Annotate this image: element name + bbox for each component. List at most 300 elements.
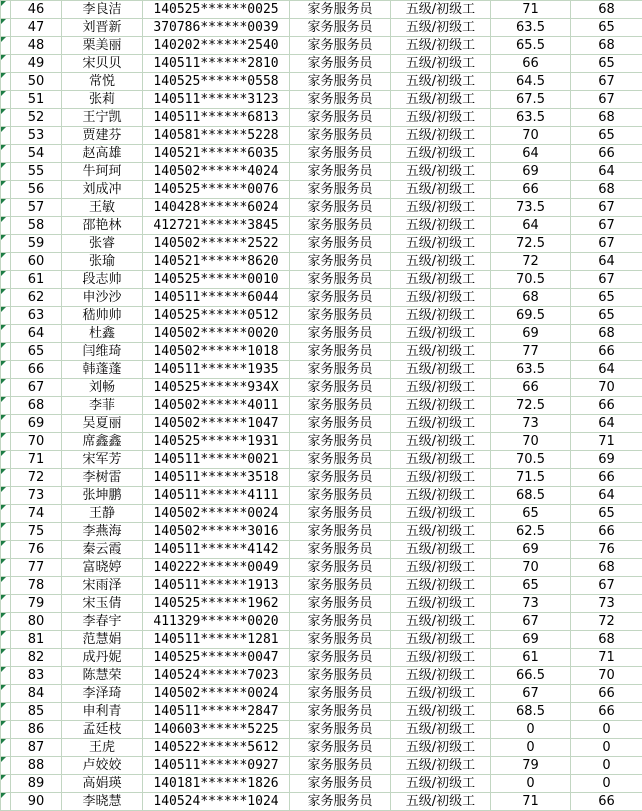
occupation-cell[interactable]: 家务服务员 <box>290 163 391 181</box>
level-cell[interactable]: 五级/初级工 <box>391 37 491 55</box>
score2-cell[interactable]: 66 <box>571 793 642 811</box>
name-cell[interactable]: 韩蓬蓬 <box>62 361 143 379</box>
level-cell[interactable]: 五级/初级工 <box>391 199 491 217</box>
name-cell[interactable]: 张坤鹏 <box>62 487 143 505</box>
row-number-cell[interactable]: 67 <box>11 379 62 397</box>
row-number-cell[interactable]: 49 <box>11 55 62 73</box>
flag-cell[interactable] <box>1 703 11 721</box>
occupation-cell[interactable]: 家务服务员 <box>290 361 391 379</box>
flag-cell[interactable] <box>1 235 11 253</box>
level-cell[interactable]: 五级/初级工 <box>391 739 491 757</box>
row-number-cell[interactable]: 84 <box>11 685 62 703</box>
score2-cell[interactable]: 65 <box>571 55 642 73</box>
score1-cell[interactable]: 66 <box>491 181 571 199</box>
level-cell[interactable]: 五级/初级工 <box>391 325 491 343</box>
id-number-cell[interactable]: 140525******0047 <box>143 649 290 667</box>
flag-cell[interactable] <box>1 595 11 613</box>
level-cell[interactable]: 五级/初级工 <box>391 649 491 667</box>
occupation-cell[interactable]: 家务服务员 <box>290 757 391 775</box>
flag-cell[interactable] <box>1 109 11 127</box>
score2-cell[interactable]: 66 <box>571 343 642 361</box>
score1-cell[interactable]: 63.5 <box>491 109 571 127</box>
score1-cell[interactable]: 65 <box>491 505 571 523</box>
id-number-cell[interactable]: 140524******1024 <box>143 793 290 811</box>
id-number-cell[interactable]: 140511******2847 <box>143 703 290 721</box>
id-number-cell[interactable]: 140502******1018 <box>143 343 290 361</box>
score2-cell[interactable]: 64 <box>571 487 642 505</box>
occupation-cell[interactable]: 家务服务员 <box>290 235 391 253</box>
score1-cell[interactable]: 65 <box>491 577 571 595</box>
id-number-cell[interactable]: 140525******1962 <box>143 595 290 613</box>
flag-cell[interactable] <box>1 253 11 271</box>
score1-cell[interactable]: 69 <box>491 631 571 649</box>
score1-cell[interactable]: 0 <box>491 739 571 757</box>
flag-cell[interactable] <box>1 55 11 73</box>
id-number-cell[interactable]: 140502******2522 <box>143 235 290 253</box>
score1-cell[interactable]: 67 <box>491 613 571 631</box>
row-number-cell[interactable]: 72 <box>11 469 62 487</box>
score1-cell[interactable]: 67.5 <box>491 91 571 109</box>
level-cell[interactable]: 五级/初级工 <box>391 541 491 559</box>
level-cell[interactable]: 五级/初级工 <box>391 55 491 73</box>
flag-cell[interactable] <box>1 19 11 37</box>
id-number-cell[interactable]: 140511******3518 <box>143 469 290 487</box>
flag-cell[interactable] <box>1 73 11 91</box>
id-number-cell[interactable]: 140502******0020 <box>143 325 290 343</box>
flag-cell[interactable] <box>1 307 11 325</box>
name-cell[interactable]: 贾建芬 <box>62 127 143 145</box>
id-number-cell[interactable]: 140525******934X <box>143 379 290 397</box>
name-cell[interactable]: 李晓慧 <box>62 793 143 811</box>
id-number-cell[interactable]: 140502******0024 <box>143 685 290 703</box>
name-cell[interactable]: 牛珂珂 <box>62 163 143 181</box>
flag-cell[interactable] <box>1 397 11 415</box>
flag-cell[interactable] <box>1 343 11 361</box>
occupation-cell[interactable]: 家务服务员 <box>290 325 391 343</box>
flag-cell[interactable] <box>1 613 11 631</box>
score2-cell[interactable]: 65 <box>571 127 642 145</box>
occupation-cell[interactable]: 家务服务员 <box>290 505 391 523</box>
score2-cell[interactable]: 69 <box>571 451 642 469</box>
score1-cell[interactable]: 71 <box>491 1 571 19</box>
id-number-cell[interactable]: 140525******1931 <box>143 433 290 451</box>
occupation-cell[interactable]: 家务服务员 <box>290 55 391 73</box>
row-number-cell[interactable]: 85 <box>11 703 62 721</box>
occupation-cell[interactable]: 家务服务员 <box>290 343 391 361</box>
name-cell[interactable]: 王敏 <box>62 199 143 217</box>
row-number-cell[interactable]: 58 <box>11 217 62 235</box>
score1-cell[interactable]: 69.5 <box>491 307 571 325</box>
name-cell[interactable]: 秦云霞 <box>62 541 143 559</box>
score1-cell[interactable]: 66 <box>491 55 571 73</box>
name-cell[interactable]: 宋雨泽 <box>62 577 143 595</box>
name-cell[interactable]: 李春宇 <box>62 613 143 631</box>
score2-cell[interactable]: 65 <box>571 289 642 307</box>
flag-cell[interactable] <box>1 505 11 523</box>
score1-cell[interactable]: 71 <box>491 793 571 811</box>
id-number-cell[interactable]: 411329******0020 <box>143 613 290 631</box>
row-number-cell[interactable]: 47 <box>11 19 62 37</box>
row-number-cell[interactable]: 70 <box>11 433 62 451</box>
row-number-cell[interactable]: 63 <box>11 307 62 325</box>
id-number-cell[interactable]: 140181******1826 <box>143 775 290 793</box>
row-number-cell[interactable]: 82 <box>11 649 62 667</box>
occupation-cell[interactable]: 家务服务员 <box>290 145 391 163</box>
flag-cell[interactable] <box>1 793 11 811</box>
name-cell[interactable]: 嵇帅帅 <box>62 307 143 325</box>
row-number-cell[interactable]: 57 <box>11 199 62 217</box>
level-cell[interactable]: 五级/初级工 <box>391 289 491 307</box>
occupation-cell[interactable]: 家务服务员 <box>290 289 391 307</box>
name-cell[interactable]: 席鑫鑫 <box>62 433 143 451</box>
occupation-cell[interactable]: 家务服务员 <box>290 739 391 757</box>
level-cell[interactable]: 五级/初级工 <box>391 343 491 361</box>
flag-cell[interactable] <box>1 523 11 541</box>
flag-cell[interactable] <box>1 289 11 307</box>
row-number-cell[interactable]: 64 <box>11 325 62 343</box>
name-cell[interactable]: 宋军芳 <box>62 451 143 469</box>
score2-cell[interactable]: 67 <box>571 91 642 109</box>
row-number-cell[interactable]: 61 <box>11 271 62 289</box>
row-number-cell[interactable]: 48 <box>11 37 62 55</box>
score2-cell[interactable]: 64 <box>571 253 642 271</box>
id-number-cell[interactable]: 140525******0076 <box>143 181 290 199</box>
occupation-cell[interactable]: 家务服务员 <box>290 523 391 541</box>
name-cell[interactable]: 刘成冲 <box>62 181 143 199</box>
level-cell[interactable]: 五级/初级工 <box>391 613 491 631</box>
occupation-cell[interactable]: 家务服务员 <box>290 613 391 631</box>
occupation-cell[interactable]: 家务服务员 <box>290 667 391 685</box>
score1-cell[interactable]: 62.5 <box>491 523 571 541</box>
level-cell[interactable]: 五级/初级工 <box>391 19 491 37</box>
occupation-cell[interactable]: 家务服务员 <box>290 253 391 271</box>
id-number-cell[interactable]: 140511******6044 <box>143 289 290 307</box>
name-cell[interactable]: 陈慧荣 <box>62 667 143 685</box>
score1-cell[interactable]: 64 <box>491 217 571 235</box>
id-number-cell[interactable]: 140522******5612 <box>143 739 290 757</box>
occupation-cell[interactable]: 家务服务员 <box>290 91 391 109</box>
score2-cell[interactable]: 0 <box>571 739 642 757</box>
level-cell[interactable]: 五级/初级工 <box>391 163 491 181</box>
level-cell[interactable]: 五级/初级工 <box>391 379 491 397</box>
name-cell[interactable]: 王虎 <box>62 739 143 757</box>
score2-cell[interactable]: 66 <box>571 145 642 163</box>
level-cell[interactable]: 五级/初级工 <box>391 271 491 289</box>
name-cell[interactable]: 李良洁 <box>62 1 143 19</box>
flag-cell[interactable] <box>1 631 11 649</box>
name-cell[interactable]: 申沙沙 <box>62 289 143 307</box>
name-cell[interactable]: 李菲 <box>62 397 143 415</box>
score2-cell[interactable]: 68 <box>571 109 642 127</box>
row-number-cell[interactable]: 86 <box>11 721 62 739</box>
row-number-cell[interactable]: 90 <box>11 793 62 811</box>
score1-cell[interactable]: 70 <box>491 127 571 145</box>
occupation-cell[interactable]: 家务服务员 <box>290 1 391 19</box>
id-number-cell[interactable]: 140511******2810 <box>143 55 290 73</box>
level-cell[interactable]: 五级/初级工 <box>391 127 491 145</box>
score2-cell[interactable]: 65 <box>571 505 642 523</box>
id-number-cell[interactable]: 140511******6813 <box>143 109 290 127</box>
name-cell[interactable]: 邵艳林 <box>62 217 143 235</box>
score2-cell[interactable]: 68 <box>571 37 642 55</box>
score1-cell[interactable]: 0 <box>491 775 571 793</box>
id-number-cell[interactable]: 140511******1281 <box>143 631 290 649</box>
flag-cell[interactable] <box>1 775 11 793</box>
name-cell[interactable]: 吴夏丽 <box>62 415 143 433</box>
occupation-cell[interactable]: 家务服务员 <box>290 199 391 217</box>
level-cell[interactable]: 五级/初级工 <box>391 667 491 685</box>
score2-cell[interactable]: 68 <box>571 325 642 343</box>
occupation-cell[interactable]: 家务服务员 <box>290 487 391 505</box>
row-number-cell[interactable]: 81 <box>11 631 62 649</box>
flag-cell[interactable] <box>1 325 11 343</box>
row-number-cell[interactable]: 65 <box>11 343 62 361</box>
occupation-cell[interactable]: 家务服务员 <box>290 469 391 487</box>
name-cell[interactable]: 杜鑫 <box>62 325 143 343</box>
id-number-cell[interactable]: 140502******3016 <box>143 523 290 541</box>
score1-cell[interactable]: 0 <box>491 721 571 739</box>
occupation-cell[interactable]: 家务服务员 <box>290 433 391 451</box>
name-cell[interactable]: 申利青 <box>62 703 143 721</box>
score2-cell[interactable]: 66 <box>571 469 642 487</box>
occupation-cell[interactable]: 家务服务员 <box>290 19 391 37</box>
occupation-cell[interactable]: 家务服务员 <box>290 721 391 739</box>
score1-cell[interactable]: 71.5 <box>491 469 571 487</box>
row-number-cell[interactable]: 54 <box>11 145 62 163</box>
score2-cell[interactable]: 71 <box>571 433 642 451</box>
row-number-cell[interactable]: 87 <box>11 739 62 757</box>
score2-cell[interactable]: 67 <box>571 73 642 91</box>
score1-cell[interactable]: 66 <box>491 379 571 397</box>
level-cell[interactable]: 五级/初级工 <box>391 361 491 379</box>
score1-cell[interactable]: 70.5 <box>491 271 571 289</box>
score2-cell[interactable]: 64 <box>571 163 642 181</box>
occupation-cell[interactable]: 家务服务员 <box>290 451 391 469</box>
score1-cell[interactable]: 77 <box>491 343 571 361</box>
flag-cell[interactable] <box>1 721 11 739</box>
row-number-cell[interactable]: 46 <box>11 1 62 19</box>
occupation-cell[interactable]: 家务服务员 <box>290 577 391 595</box>
level-cell[interactable]: 五级/初级工 <box>391 721 491 739</box>
score1-cell[interactable]: 68 <box>491 289 571 307</box>
flag-cell[interactable] <box>1 1 11 19</box>
level-cell[interactable]: 五级/初级工 <box>391 559 491 577</box>
occupation-cell[interactable]: 家务服务员 <box>290 397 391 415</box>
occupation-cell[interactable]: 家务服务员 <box>290 73 391 91</box>
flag-cell[interactable] <box>1 379 11 397</box>
level-cell[interactable]: 五级/初级工 <box>391 775 491 793</box>
score1-cell[interactable]: 63.5 <box>491 361 571 379</box>
level-cell[interactable]: 五级/初级工 <box>391 757 491 775</box>
score2-cell[interactable]: 70 <box>571 379 642 397</box>
name-cell[interactable]: 王宁凯 <box>62 109 143 127</box>
score1-cell[interactable]: 70.5 <box>491 451 571 469</box>
flag-cell[interactable] <box>1 739 11 757</box>
score2-cell[interactable]: 68 <box>571 181 642 199</box>
score1-cell[interactable]: 61 <box>491 649 571 667</box>
level-cell[interactable]: 五级/初级工 <box>391 469 491 487</box>
id-number-cell[interactable]: 140521******6035 <box>143 145 290 163</box>
score2-cell[interactable]: 73 <box>571 595 642 613</box>
score2-cell[interactable]: 66 <box>571 523 642 541</box>
level-cell[interactable]: 五级/初级工 <box>391 1 491 19</box>
name-cell[interactable]: 赵高雄 <box>62 145 143 163</box>
row-number-cell[interactable]: 88 <box>11 757 62 775</box>
level-cell[interactable]: 五级/初级工 <box>391 217 491 235</box>
score2-cell[interactable]: 0 <box>571 721 642 739</box>
row-number-cell[interactable]: 76 <box>11 541 62 559</box>
score2-cell[interactable]: 67 <box>571 235 642 253</box>
occupation-cell[interactable]: 家务服务员 <box>290 649 391 667</box>
id-number-cell[interactable]: 140603******5225 <box>143 721 290 739</box>
level-cell[interactable]: 五级/初级工 <box>391 253 491 271</box>
occupation-cell[interactable]: 家务服务员 <box>290 703 391 721</box>
id-number-cell[interactable]: 140581******5228 <box>143 127 290 145</box>
level-cell[interactable]: 五级/初级工 <box>391 793 491 811</box>
score1-cell[interactable]: 69 <box>491 163 571 181</box>
row-number-cell[interactable]: 77 <box>11 559 62 577</box>
id-number-cell[interactable]: 140524******7023 <box>143 667 290 685</box>
id-number-cell[interactable]: 140511******1935 <box>143 361 290 379</box>
id-number-cell[interactable]: 140502******0024 <box>143 505 290 523</box>
score2-cell[interactable]: 67 <box>571 271 642 289</box>
row-number-cell[interactable]: 74 <box>11 505 62 523</box>
flag-cell[interactable] <box>1 127 11 145</box>
row-number-cell[interactable]: 52 <box>11 109 62 127</box>
score1-cell[interactable]: 64 <box>491 145 571 163</box>
flag-cell[interactable] <box>1 217 11 235</box>
score2-cell[interactable]: 68 <box>571 1 642 19</box>
occupation-cell[interactable]: 家务服务员 <box>290 307 391 325</box>
level-cell[interactable]: 五级/初级工 <box>391 487 491 505</box>
score2-cell[interactable]: 0 <box>571 757 642 775</box>
row-number-cell[interactable]: 73 <box>11 487 62 505</box>
score1-cell[interactable]: 68.5 <box>491 703 571 721</box>
score1-cell[interactable]: 73 <box>491 595 571 613</box>
name-cell[interactable]: 栗美丽 <box>62 37 143 55</box>
score2-cell[interactable]: 70 <box>571 667 642 685</box>
row-number-cell[interactable]: 78 <box>11 577 62 595</box>
score2-cell[interactable]: 71 <box>571 649 642 667</box>
row-number-cell[interactable]: 50 <box>11 73 62 91</box>
occupation-cell[interactable]: 家务服务员 <box>290 379 391 397</box>
name-cell[interactable]: 刘畅 <box>62 379 143 397</box>
flag-cell[interactable] <box>1 163 11 181</box>
row-number-cell[interactable]: 68 <box>11 397 62 415</box>
id-number-cell[interactable]: 140521******8620 <box>143 253 290 271</box>
score1-cell[interactable]: 68.5 <box>491 487 571 505</box>
flag-cell[interactable] <box>1 199 11 217</box>
level-cell[interactable]: 五级/初级工 <box>391 109 491 127</box>
occupation-cell[interactable]: 家务服务员 <box>290 775 391 793</box>
id-number-cell[interactable]: 140202******2540 <box>143 37 290 55</box>
flag-cell[interactable] <box>1 181 11 199</box>
score2-cell[interactable]: 64 <box>571 361 642 379</box>
level-cell[interactable]: 五级/初级工 <box>391 307 491 325</box>
score2-cell[interactable]: 66 <box>571 397 642 415</box>
score1-cell[interactable]: 65.5 <box>491 37 571 55</box>
name-cell[interactable]: 刘晋新 <box>62 19 143 37</box>
flag-cell[interactable] <box>1 433 11 451</box>
id-number-cell[interactable]: 140511******4111 <box>143 487 290 505</box>
occupation-cell[interactable]: 家务服务员 <box>290 217 391 235</box>
flag-cell[interactable] <box>1 559 11 577</box>
score2-cell[interactable]: 67 <box>571 199 642 217</box>
score1-cell[interactable]: 72.5 <box>491 235 571 253</box>
name-cell[interactable]: 闫维琦 <box>62 343 143 361</box>
id-number-cell[interactable]: 140511******0021 <box>143 451 290 469</box>
row-number-cell[interactable]: 56 <box>11 181 62 199</box>
id-number-cell[interactable]: 140511******3123 <box>143 91 290 109</box>
flag-cell[interactable] <box>1 757 11 775</box>
name-cell[interactable]: 范慧娟 <box>62 631 143 649</box>
occupation-cell[interactable]: 家务服务员 <box>290 181 391 199</box>
flag-cell[interactable] <box>1 469 11 487</box>
level-cell[interactable]: 五级/初级工 <box>391 577 491 595</box>
flag-cell[interactable] <box>1 541 11 559</box>
name-cell[interactable]: 李泽琦 <box>62 685 143 703</box>
occupation-cell[interactable]: 家务服务员 <box>290 415 391 433</box>
id-number-cell[interactable]: 140525******0010 <box>143 271 290 289</box>
occupation-cell[interactable]: 家务服务员 <box>290 271 391 289</box>
occupation-cell[interactable]: 家务服务员 <box>290 37 391 55</box>
name-cell[interactable]: 张睿 <box>62 235 143 253</box>
id-number-cell[interactable]: 140511******1913 <box>143 577 290 595</box>
score2-cell[interactable]: 66 <box>571 685 642 703</box>
flag-cell[interactable] <box>1 91 11 109</box>
level-cell[interactable]: 五级/初级工 <box>391 145 491 163</box>
name-cell[interactable]: 段志帅 <box>62 271 143 289</box>
score1-cell[interactable]: 69 <box>491 541 571 559</box>
occupation-cell[interactable]: 家务服务员 <box>290 793 391 811</box>
id-number-cell[interactable]: 140525******0025 <box>143 1 290 19</box>
flag-cell[interactable] <box>1 145 11 163</box>
flag-cell[interactable] <box>1 415 11 433</box>
row-number-cell[interactable]: 55 <box>11 163 62 181</box>
score1-cell[interactable]: 66.5 <box>491 667 571 685</box>
row-number-cell[interactable]: 51 <box>11 91 62 109</box>
score2-cell[interactable]: 65 <box>571 307 642 325</box>
row-number-cell[interactable]: 66 <box>11 361 62 379</box>
occupation-cell[interactable]: 家务服务员 <box>290 685 391 703</box>
level-cell[interactable]: 五级/初级工 <box>391 505 491 523</box>
row-number-cell[interactable]: 75 <box>11 523 62 541</box>
name-cell[interactable]: 成丹妮 <box>62 649 143 667</box>
level-cell[interactable]: 五级/初级工 <box>391 523 491 541</box>
name-cell[interactable]: 李树雷 <box>62 469 143 487</box>
flag-cell[interactable] <box>1 577 11 595</box>
level-cell[interactable]: 五级/初级工 <box>391 433 491 451</box>
score1-cell[interactable]: 79 <box>491 757 571 775</box>
occupation-cell[interactable]: 家务服务员 <box>290 541 391 559</box>
occupation-cell[interactable]: 家务服务员 <box>290 109 391 127</box>
score2-cell[interactable]: 0 <box>571 775 642 793</box>
flag-cell[interactable] <box>1 685 11 703</box>
id-number-cell[interactable]: 140502******4024 <box>143 163 290 181</box>
level-cell[interactable]: 五级/初级工 <box>391 595 491 613</box>
row-number-cell[interactable]: 71 <box>11 451 62 469</box>
id-number-cell[interactable]: 140502******4011 <box>143 397 290 415</box>
name-cell[interactable]: 常悦 <box>62 73 143 91</box>
row-number-cell[interactable]: 89 <box>11 775 62 793</box>
level-cell[interactable]: 五级/初级工 <box>391 91 491 109</box>
name-cell[interactable]: 高娟瑛 <box>62 775 143 793</box>
row-number-cell[interactable]: 83 <box>11 667 62 685</box>
level-cell[interactable]: 五级/初级工 <box>391 235 491 253</box>
id-number-cell[interactable]: 140502******1047 <box>143 415 290 433</box>
score1-cell[interactable]: 70 <box>491 433 571 451</box>
id-number-cell[interactable]: 140222******0049 <box>143 559 290 577</box>
